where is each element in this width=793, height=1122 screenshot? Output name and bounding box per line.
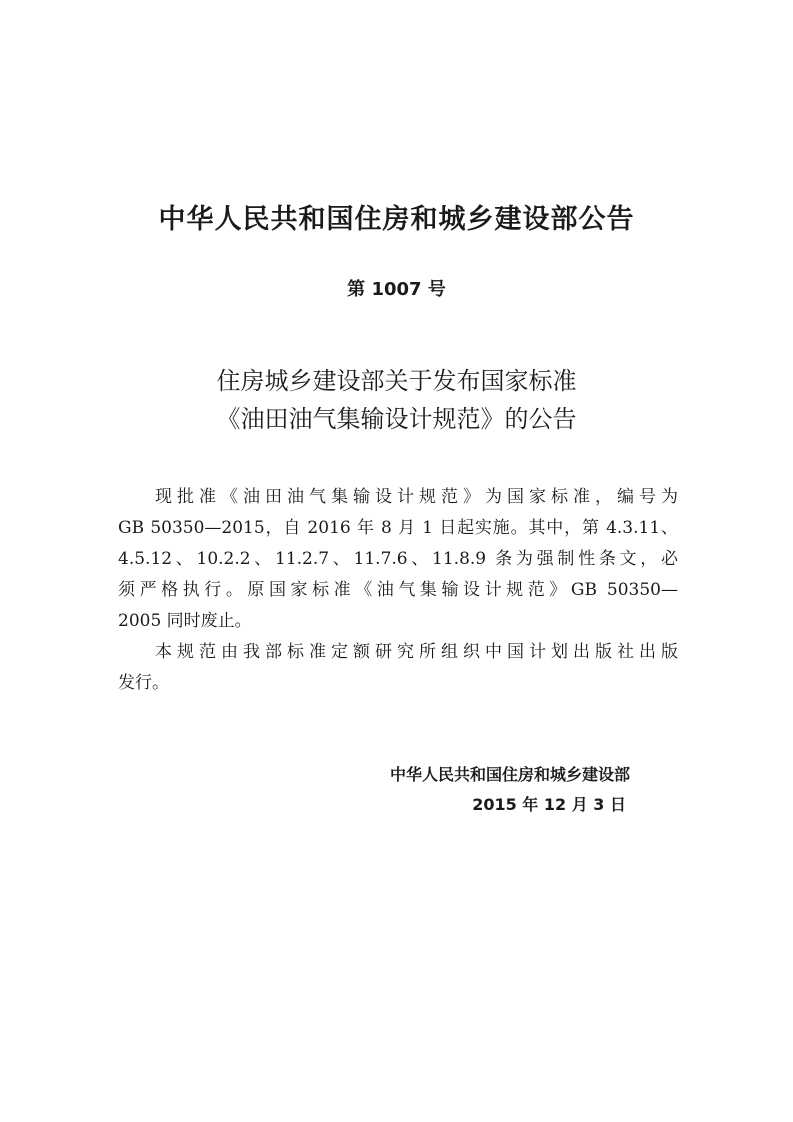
announcement-subject [0,362,793,438]
body-line: 本规范由我部标准定额研究所组织中国计划出版社出版 [155,642,678,662]
body-line: 2005 同时废止。 [118,611,252,631]
body-line: GB 50350—2015，自 2016 年 8 月 1 日起实施。其中，第 4.3.11、 [118,518,678,538]
body-line: 4.5.12、10.2.2、11.2.7、11.7.6、11.8.9 条为强制性条文，必 [118,549,678,569]
body-line: 须严格执行。原国家标准《油气集输设计规范》GB 50350— [118,580,678,600]
body-line: 现批准《油田油气集输设计规范》为国家标准，编号为 [155,487,678,507]
body-paragraph-publication [118,637,678,699]
announcement-number: 第 1007 号 [347,279,446,300]
announcement-body [118,482,678,699]
body-paragraph-approval [118,482,678,637]
signature-date: 2015 年 12 月 3 日 [472,795,626,814]
signature-organization: 中华人民共和国住房和城乡建设部 [389,765,630,784]
body-line: 发行。 [118,673,169,693]
subject-line: 《油田油气集输设计规范》的公告 [216,405,577,433]
subject-line: 住房城乡建设部关于发布国家标准 [216,367,577,395]
signature-block [300,760,630,820]
announcement-headline: 中华人民共和国住房和城乡建设部公告 [158,204,635,235]
